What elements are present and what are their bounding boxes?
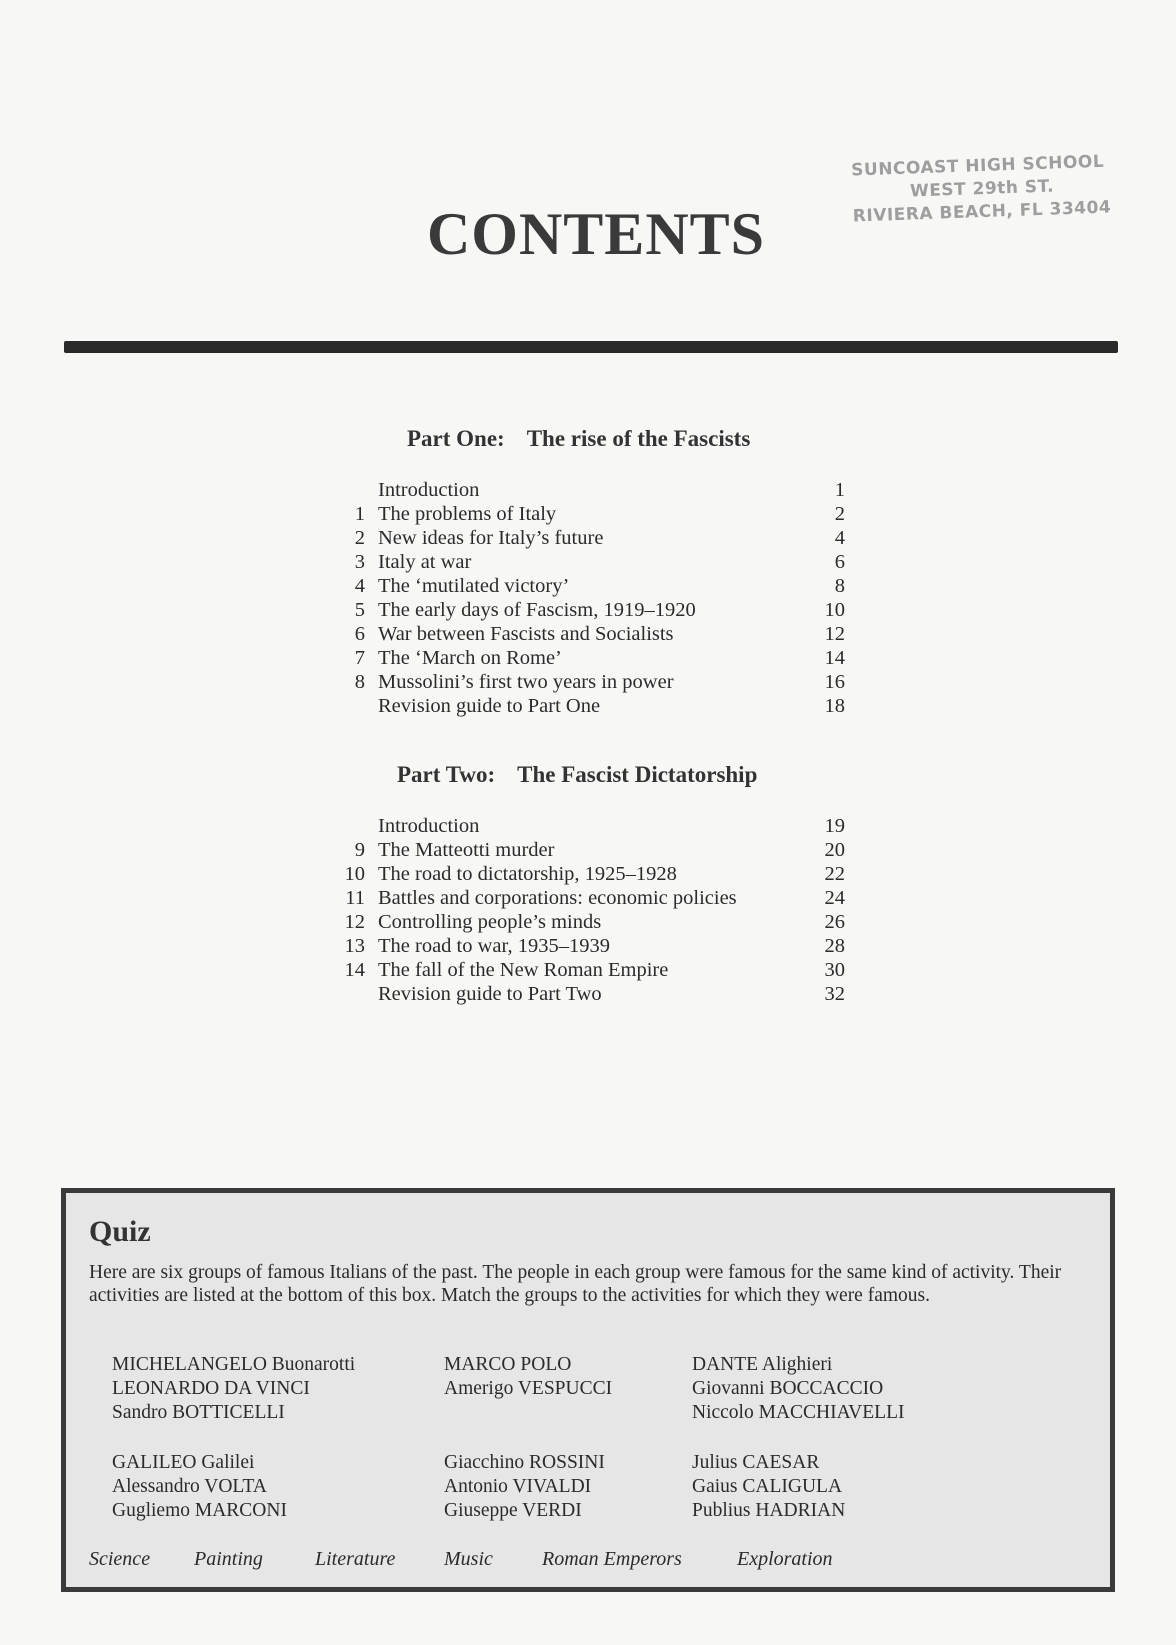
toc-number: 10 (344, 863, 365, 885)
heading-divider (64, 341, 1118, 353)
toc-title: Introduction (378, 479, 480, 501)
toc-page: 26 (824, 911, 845, 933)
quiz-title: Quiz (89, 1215, 151, 1248)
toc-row (335, 814, 845, 838)
toc-title: Mussolini’s first two years in power (378, 671, 674, 693)
quiz-group (692, 1353, 905, 1425)
toc-row (335, 862, 845, 886)
toc-row (335, 694, 845, 718)
toc-page: 2 (834, 503, 845, 525)
part-one-heading (407, 426, 750, 452)
quiz-person: LEONARDO DA VINCI (112, 1378, 310, 1399)
quiz-person: MARCO POLO (444, 1354, 572, 1375)
quiz-group (112, 1353, 355, 1425)
toc-number: 9 (354, 839, 365, 861)
toc-page: 6 (834, 551, 845, 573)
toc-page: 32 (824, 983, 845, 1005)
stamp-line: RIVIERA BEACH, FL 33404 (852, 197, 1112, 227)
quiz-group (112, 1451, 287, 1523)
toc-page: 20 (824, 839, 845, 861)
quiz-person: Gugliemo MARCONI (112, 1500, 287, 1521)
stamp-line: WEST 29th ST. (909, 176, 1055, 202)
quiz-person: Publius HADRIAN (692, 1500, 846, 1521)
toc-row (335, 550, 845, 574)
toc-title: Italy at war (378, 551, 472, 573)
toc-page: 8 (834, 575, 845, 597)
toc-row (335, 646, 845, 670)
toc-page: 4 (834, 527, 845, 549)
toc-row (335, 478, 845, 502)
quiz-activities (89, 1548, 1089, 1571)
toc-number (335, 814, 365, 838)
toc-page: 10 (824, 599, 845, 621)
quiz-person: Gaius CALIGULA (692, 1476, 843, 1497)
toc-page: 19 (824, 815, 845, 837)
toc-page: 24 (824, 887, 845, 909)
toc-title: The road to war, 1935–1939 (378, 935, 611, 957)
activity-label: Painting (194, 1548, 263, 1570)
toc-number: 7 (354, 647, 365, 669)
toc-number: 14 (344, 959, 365, 981)
part-two-heading (397, 762, 757, 788)
part-two-label: Part Two: (397, 762, 496, 787)
toc-number: 5 (354, 599, 365, 621)
toc-number (335, 478, 365, 502)
toc-row (335, 502, 845, 526)
quiz-person: Giovanni BOCCACCIO (692, 1378, 884, 1399)
toc-number (335, 694, 365, 718)
quiz-person: Julius CAESAR (692, 1452, 820, 1473)
toc-page: 1 (834, 479, 845, 501)
quiz-person: MICHELANGELO Buonarotti (112, 1354, 356, 1375)
activity-label: Roman Emperors (542, 1548, 682, 1570)
toc-row (335, 670, 845, 694)
toc-title: Controlling people’s minds (378, 911, 602, 933)
toc-page: 14 (824, 647, 845, 669)
toc-title: The ‘mutilated victory’ (378, 575, 570, 597)
part-two-title: The Fascist Dictatorship (517, 762, 758, 787)
toc-page: 28 (824, 935, 845, 957)
toc-title: Revision guide to Part Two (378, 983, 602, 1005)
toc-row (335, 622, 845, 646)
part-one-title: The rise of the Fascists (526, 426, 751, 451)
toc-number (335, 982, 365, 1006)
stamp-line: SUNCOAST HIGH SCHOOL (850, 151, 1105, 181)
quiz-person: Alessandro VOLTA (112, 1476, 267, 1497)
toc-page: 30 (824, 959, 845, 981)
quiz-person: Antonio VIVALDI (444, 1476, 592, 1497)
quiz-person: Niccolo MACCHIAVELLI (692, 1402, 905, 1423)
part-two-toc (335, 814, 845, 1006)
toc-title: The Matteotti murder (378, 839, 555, 861)
toc-row (335, 838, 845, 862)
toc-row (335, 526, 845, 550)
toc-number: 12 (344, 911, 365, 933)
quiz-group (444, 1451, 605, 1523)
toc-title: New ideas for Italy’s future (378, 527, 604, 549)
toc-row (335, 910, 845, 934)
toc-title: Introduction (378, 815, 480, 837)
toc-number: 1 (354, 503, 365, 525)
quiz-person: Giacchino ROSSINI (444, 1452, 605, 1473)
toc-title: The problems of Italy (378, 503, 557, 525)
toc-title: The early days of Fascism, 1919–1920 (378, 599, 696, 621)
toc-page: 12 (824, 623, 845, 645)
activity-label: Literature (315, 1548, 396, 1570)
quiz-person: GALILEO Galilei (112, 1452, 255, 1473)
quiz-person: Amerigo VESPUCCI (444, 1378, 613, 1399)
quiz-intro: Here are six groups of famous Italians of the past. The people in each group were famous for the same kind of activity. Their activities are listed at the bottom of this box. Match the groups to the activities for which they were famous. (89, 1262, 1062, 1306)
toc-page: 18 (824, 695, 845, 717)
toc-number: 11 (345, 887, 365, 909)
page-title: CONTENTS (426, 201, 766, 267)
toc-number: 2 (354, 527, 365, 549)
toc-title: Battles and corporations: economic policies (378, 887, 737, 909)
part-one-label: Part One: (407, 426, 505, 451)
toc-row (335, 982, 845, 1006)
toc-number: 13 (344, 935, 365, 957)
toc-title: The road to dictatorship, 1925–1928 (378, 863, 677, 885)
toc-page: 16 (824, 671, 845, 693)
activity-label: Exploration (737, 1548, 833, 1570)
toc-row (335, 934, 845, 958)
toc-title: The ‘March on Rome’ (378, 647, 562, 669)
toc-row (335, 598, 845, 622)
toc-number: 4 (354, 575, 365, 597)
part-one-toc (335, 478, 845, 718)
quiz-person: DANTE Alighieri (692, 1354, 833, 1375)
quiz-person: Sandro BOTTICELLI (112, 1402, 285, 1423)
quiz-group (444, 1353, 612, 1401)
toc-row (335, 574, 845, 598)
toc-title: Revision guide to Part One (378, 695, 601, 717)
quiz-box (61, 1188, 1115, 1592)
activity-label: Music (444, 1548, 493, 1570)
quiz-group (692, 1451, 845, 1523)
toc-number: 3 (354, 551, 365, 573)
toc-number: 8 (354, 671, 365, 693)
toc-row (335, 886, 845, 910)
toc-number: 6 (354, 623, 365, 645)
toc-title: The fall of the New Roman Empire (378, 959, 669, 981)
toc-title: War between Fascists and Socialists (378, 623, 674, 645)
toc-page: 22 (824, 863, 845, 885)
activity-label: Science (89, 1548, 151, 1570)
toc-row (335, 958, 845, 982)
quiz-person: Giuseppe VERDI (444, 1500, 582, 1521)
